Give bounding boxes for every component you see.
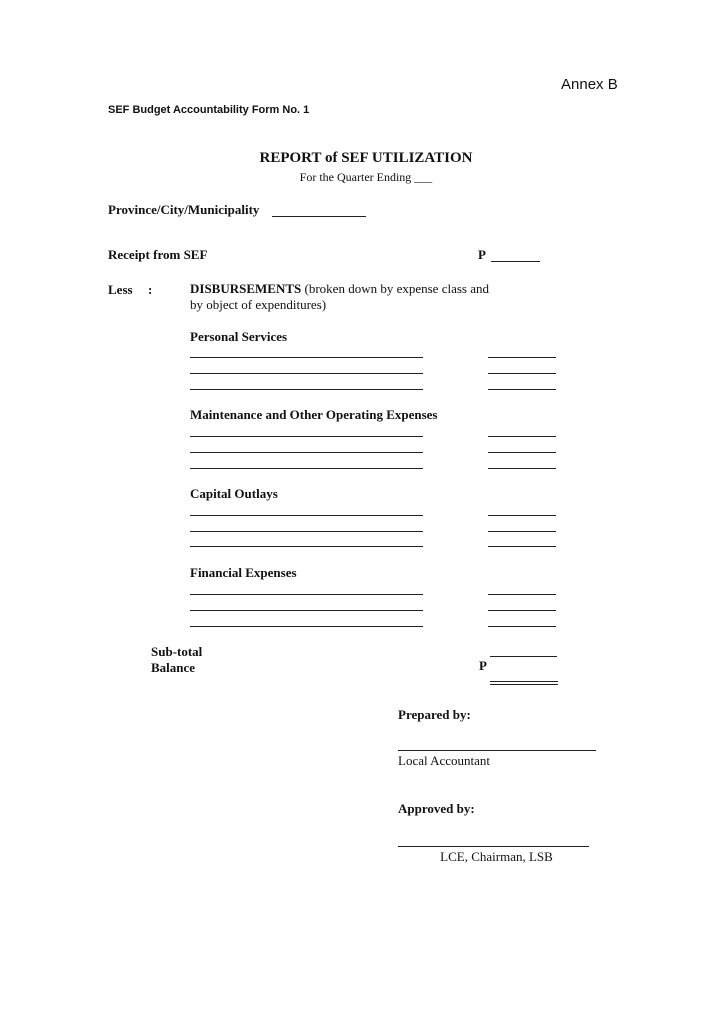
prepared-by-signature-line[interactable] — [398, 750, 596, 751]
mooe-item-line[interactable] — [190, 452, 423, 453]
mooe-amount-line[interactable] — [488, 468, 556, 469]
receipt-label: Receipt from SEF — [108, 247, 208, 262]
financial-expenses-amount-line[interactable] — [488, 626, 556, 627]
page-subtitle: For the Quarter Ending ___ — [299, 170, 433, 184]
financial-expenses-item-line[interactable] — [190, 610, 423, 611]
page-title: REPORT of SEF UTILIZATION — [259, 150, 473, 166]
less-label: Less — [108, 282, 133, 297]
receipt-peso: P — [478, 247, 486, 262]
financial-expenses-amount-line[interactable] — [488, 594, 556, 595]
prepared-by-label: Prepared by: — [398, 707, 471, 722]
mooe-item-line[interactable] — [190, 468, 423, 469]
province-label: Province/City/Municipality — [108, 202, 260, 217]
subtotal-label: Sub-total — [151, 644, 203, 659]
disbursements-heading-line — [190, 281, 489, 297]
section-title-mooe: Maintenance and Other Operating Expenses — [190, 407, 438, 422]
receipt-blank[interactable] — [491, 261, 540, 262]
subtotal-amount-line[interactable] — [490, 656, 557, 657]
section-title-financial-expenses: Financial Expenses — [190, 565, 297, 580]
financial-expenses-amount-line[interactable] — [488, 610, 556, 611]
capital-outlays-item-line[interactable] — [190, 546, 423, 547]
capital-outlays-item-line[interactable] — [190, 531, 423, 532]
capital-outlays-item-line[interactable] — [190, 515, 423, 516]
mooe-amount-line[interactable] — [488, 436, 556, 437]
personal-services-item-line[interactable] — [190, 389, 423, 390]
less-colon: : — [148, 282, 153, 297]
disbursements-heading: DISBURSEMENTS — [190, 281, 302, 296]
mooe-amount-line[interactable] — [488, 452, 556, 453]
balance-peso: P — [479, 658, 487, 673]
prepared-by-name: Local Accountant — [398, 753, 491, 768]
form-number: SEF Budget Accountability Form No. 1 — [108, 104, 310, 116]
balance-double-underline[interactable] — [490, 681, 558, 685]
capital-outlays-amount-line[interactable] — [488, 546, 556, 547]
capital-outlays-amount-line[interactable] — [488, 531, 556, 532]
personal-services-item-line[interactable] — [190, 373, 423, 374]
financial-expenses-item-line[interactable] — [190, 626, 423, 627]
approved-by-label: Approved by: — [398, 801, 475, 816]
disbursements-note-2: by object of expenditures) — [190, 297, 327, 312]
approved-by-name: LCE, Chairman, LSB — [440, 849, 553, 864]
personal-services-item-line[interactable] — [190, 357, 423, 358]
disbursements-note-1: (broken down by expense class and — [301, 281, 489, 296]
approved-by-signature-line[interactable] — [398, 846, 589, 847]
section-title-personal-services: Personal Services — [190, 329, 288, 344]
personal-services-amount-line[interactable] — [488, 389, 556, 390]
personal-services-amount-line[interactable] — [488, 373, 556, 374]
personal-services-amount-line[interactable] — [488, 357, 556, 358]
balance-label: Balance — [151, 660, 196, 675]
province-blank[interactable] — [272, 216, 366, 217]
section-title-capital-outlays: Capital Outlays — [190, 486, 278, 501]
annex-label: Annex B — [561, 76, 618, 93]
capital-outlays-amount-line[interactable] — [488, 515, 556, 516]
financial-expenses-item-line[interactable] — [190, 594, 423, 595]
mooe-item-line[interactable] — [190, 436, 423, 437]
